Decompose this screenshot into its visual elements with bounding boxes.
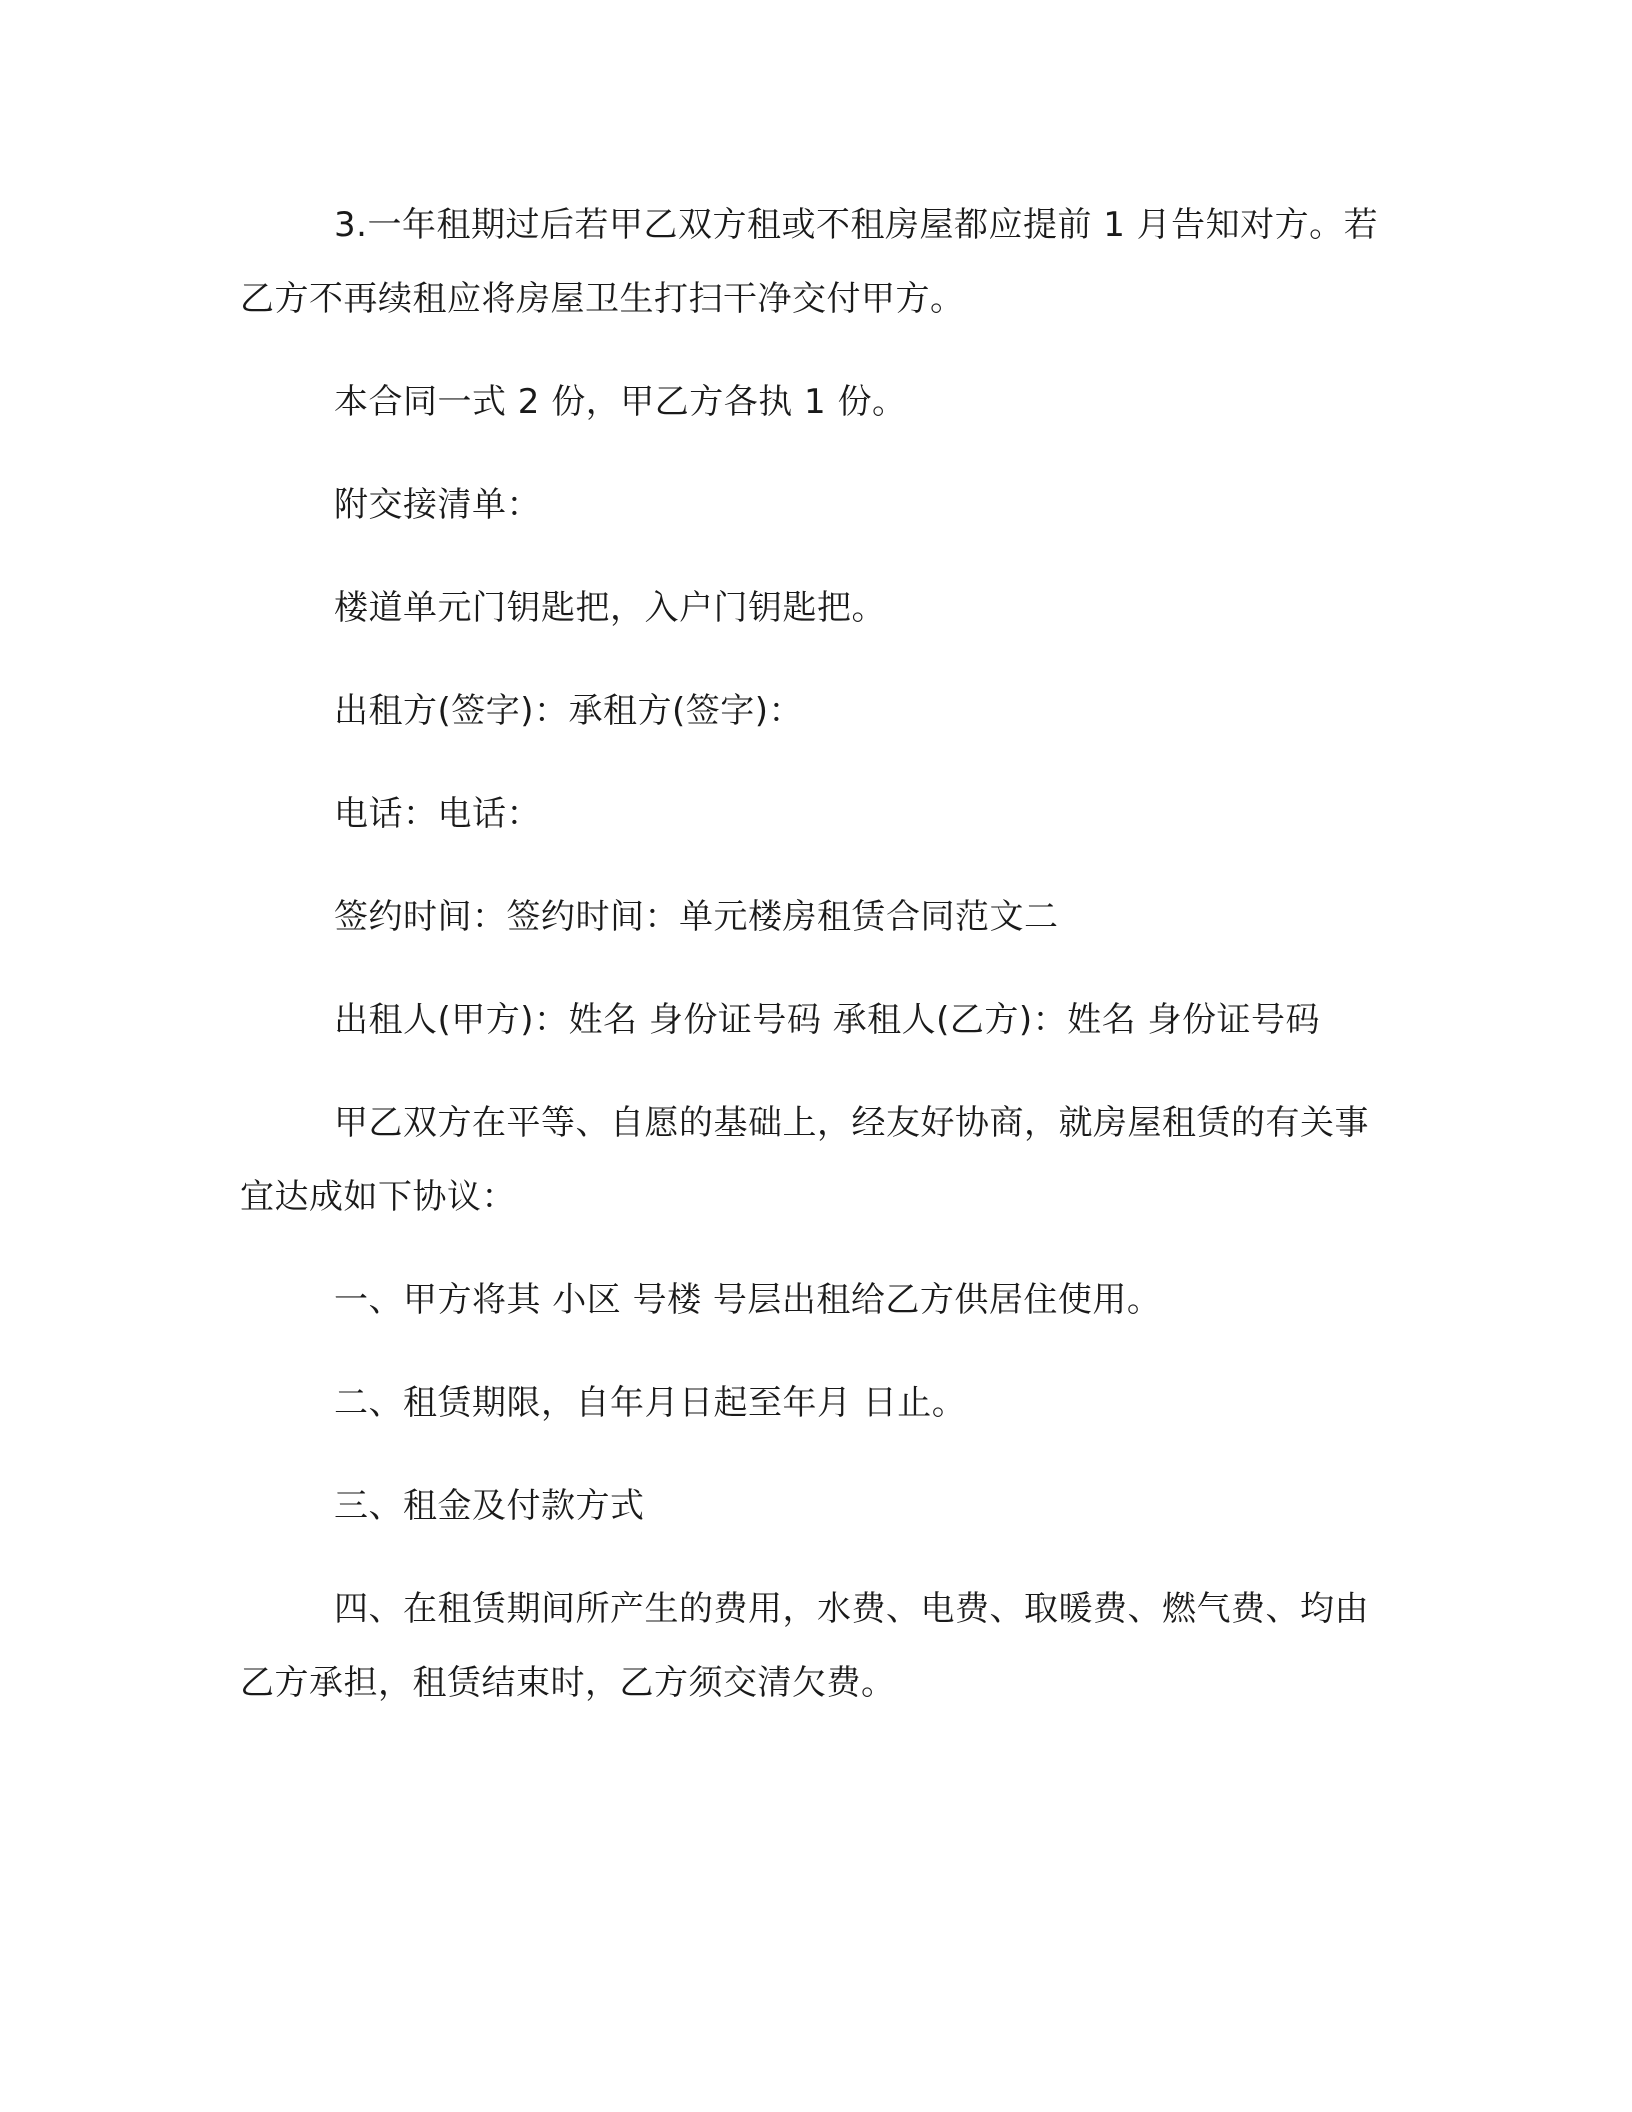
clause-2: 二、租赁期限，自年月日起至年月 日止。 xyxy=(334,1383,967,1423)
clause-1: 一、甲方将其 小区 号楼 号层出租给乙方供居住使用。 xyxy=(334,1280,1162,1320)
paragraph-renewal-notice: 3.一年租期过后若甲乙双方租或不租房屋都应提前 1 月告知对方。若乙方不再续租应将房屋卫生打扫干净交付甲方。 xyxy=(240,205,1379,319)
paragraph-signing-time: 签约时间：签约时间：单元楼房租赁合同范文二 xyxy=(334,897,1059,937)
clause-3: 三、租金及付款方式 xyxy=(334,1486,645,1526)
paragraph-keys: 楼道单元门钥匙把，入户门钥匙把。 xyxy=(334,588,886,628)
paragraph-signatures: 出租方(签字)：承租方(签字)： xyxy=(334,691,804,731)
paragraph-contract-copies: 本合同一式 2 份，甲乙方各执 1 份。 xyxy=(334,382,907,422)
paragraph-phones: 电话：电话： xyxy=(334,794,541,834)
paragraph-agreement-intro: 甲乙双方在平等、自愿的基础上，经友好协商，就房屋租赁的有关事宜达成如下协议： xyxy=(240,1103,1369,1217)
clause-4: 四、在租赁期间所产生的费用，水费、电费、取暖费、燃气费、均由乙方承担，租赁结束时，乙方须交清欠费。 xyxy=(240,1589,1369,1703)
paragraph-parties: 出租人(甲方)：姓名 身份证号码 承租人(乙方)：姓名 身份证号码 xyxy=(334,1000,1320,1040)
document-body xyxy=(240,188,1400,1749)
paragraph-handover-list-heading: 附交接清单： xyxy=(334,485,541,525)
